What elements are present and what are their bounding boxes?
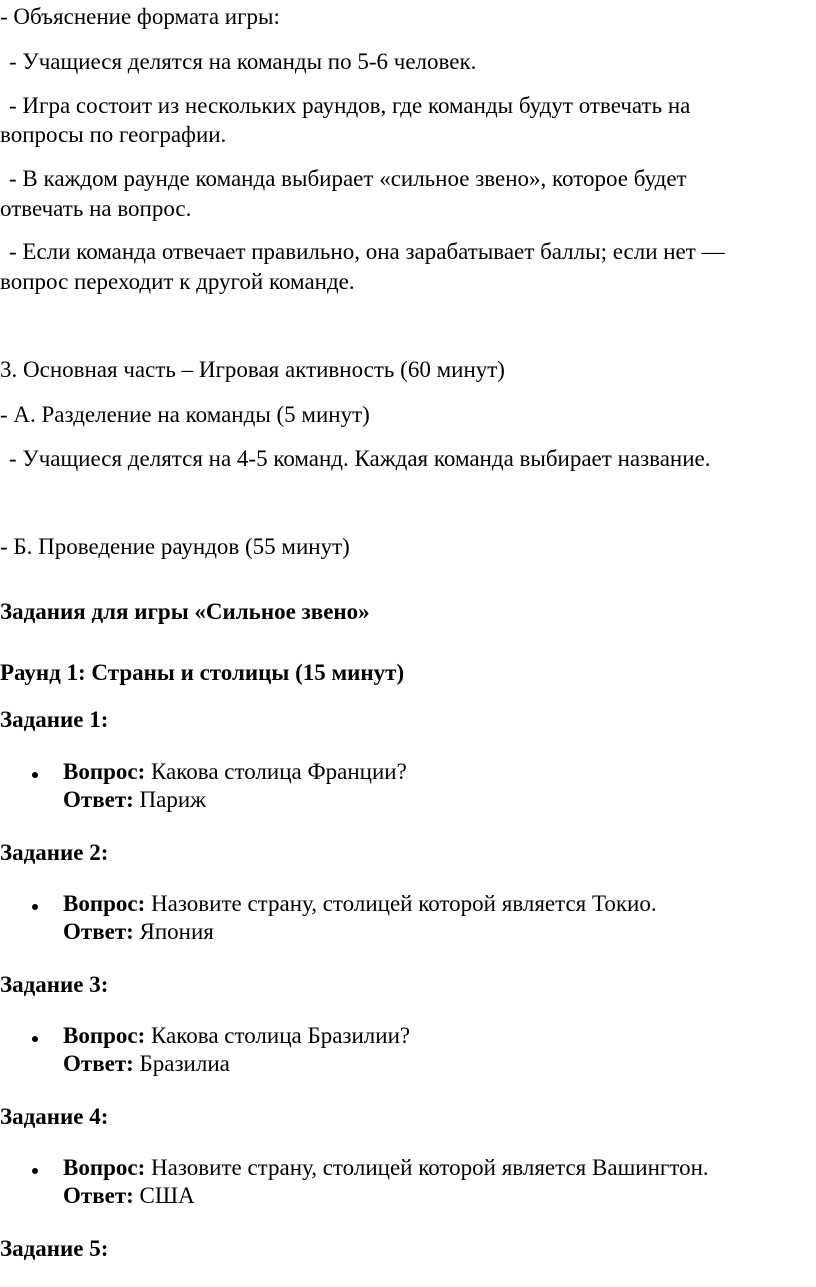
answer-text: Бразилиа	[139, 1051, 230, 1076]
task-1-title: Задание 1:	[0, 707, 109, 732]
bullet-icon	[32, 1036, 38, 1042]
answer-label: Ответ:	[63, 919, 134, 944]
question-text: Назовите страну, столицей которой является Вашингтон.	[151, 1155, 709, 1180]
answer-label: Ответ:	[63, 787, 134, 812]
task-3-answer	[63, 1049, 230, 1079]
task-2-title: Задание 2:	[0, 840, 109, 865]
section-a-item: - Учащиеся делятся на 4-5 команд. Каждая команда выбирает название.	[9, 446, 711, 471]
round-1-title: Раунд 1: Страны и столицы (15 минут)	[0, 660, 405, 685]
bullet-icon	[32, 772, 38, 778]
task-4-answer	[63, 1181, 195, 1211]
question-text: Назовите страну, столицей которой является Токио.	[151, 891, 657, 916]
task-2-answer	[63, 917, 214, 947]
task-3-question	[63, 1021, 410, 1051]
answer-text: США	[139, 1183, 195, 1208]
format-item-scoring-line2: вопрос переходит к другой команде.	[0, 269, 355, 294]
task-1-question	[63, 757, 407, 787]
format-item-rounds-line2: вопросы по географии.	[0, 122, 227, 147]
format-item-scoring-line1: - Если команда отвечает правильно, она зарабатывает баллы; если нет —	[9, 239, 725, 264]
answer-label: Ответ:	[63, 1183, 134, 1208]
question-text: Какова столица Франции?	[151, 759, 407, 784]
question-text: Какова столица Бразилии?	[151, 1023, 411, 1048]
bullet-icon	[32, 904, 38, 910]
main-part-heading: 3. Основная часть – Игровая активность (60 минут)	[0, 357, 505, 382]
format-item-strong-link-line1: - В каждом раунде команда выбирает «сильное звено», которое будет	[9, 166, 687, 191]
section-b-heading: - Б. Проведение раундов (55 минут)	[0, 534, 350, 559]
task-1-answer	[63, 785, 206, 815]
format-heading: - Объяснение формата игры:	[0, 4, 280, 29]
answer-text: Париж	[139, 787, 207, 812]
bullet-icon	[32, 1168, 38, 1174]
answer-label: Ответ:	[63, 1051, 134, 1076]
tasks-title: Задания для игры «Сильное звено»	[0, 599, 370, 624]
answer-text: Япония	[139, 919, 214, 944]
question-label: Вопрос:	[63, 1155, 146, 1180]
section-a-heading: - А. Разделение на команды (5 минут)	[0, 402, 370, 427]
question-label: Вопрос:	[63, 891, 146, 916]
format-item-strong-link-line2: отвечать на вопрос.	[0, 196, 192, 221]
task-2-question	[63, 889, 657, 919]
format-item-rounds-line1: - Игра состоит из нескольких раундов, где команды будут отвечать на	[9, 93, 691, 118]
question-label: Вопрос:	[63, 1023, 146, 1048]
task-3-title: Задание 3:	[0, 972, 109, 997]
question-label: Вопрос:	[63, 759, 146, 784]
format-item-teams: - Учащиеся делятся на команды по 5-6 человек.	[9, 49, 477, 74]
task-4-question	[63, 1153, 709, 1183]
task-4-title: Задание 4:	[0, 1104, 109, 1129]
task-5-title: Задание 5:	[0, 1236, 109, 1261]
